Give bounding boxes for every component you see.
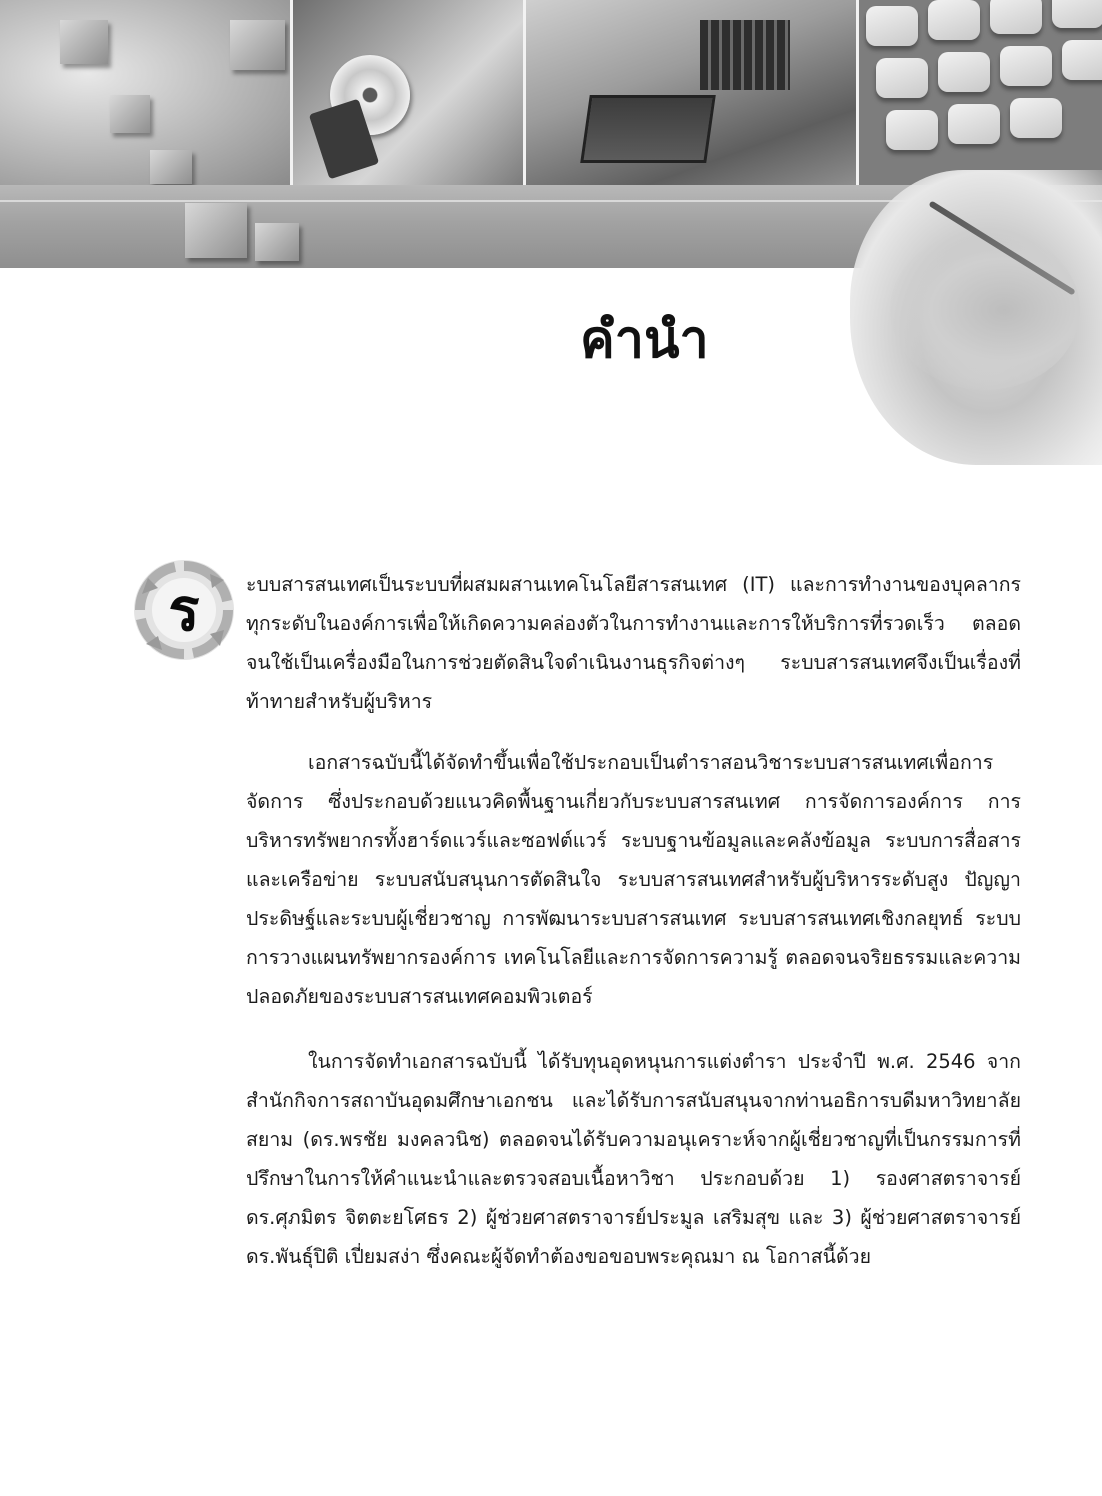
photo-divider (523, 0, 526, 185)
page-title: คำนำ (580, 310, 709, 370)
books-image (700, 20, 790, 90)
paragraph-intro: ะบบสารสนเทศเป็นระบบที่ผสมผสานเทคโนโลยีสารสนเทศ (IT) และการทำงานของบุคลากรทุกระดับในองค์การเพื่อให้เกิดความคล่องตัวในการทำงานและการให้บริการที่รวดเร็ว ตลอดจนใช้เป็นเครื่องมือในการช่วยตัดสินใจดำเนินงานธุรกิจต่างๆ ระบบสารสนเทศจึงเป็นเรื่องที่ท้าทายสำหรับผู้บริหาร (246, 573, 1021, 713)
hand-fingers-image (890, 230, 1080, 390)
dropcap-letter: ร (168, 576, 200, 644)
photo-cubes (0, 0, 292, 185)
photo-keyboard (858, 0, 1102, 185)
paragraph-acknowledgement: ในการจัดทำเอกสารฉบับนี้ ได้รับทุนอุดหนุนการแต่งตำรา ประจำปี พ.ศ. 2546 จากสำนักกิจการสถาบันอุดมศึกษาเอกชน และได้รับการสนับสนุนจากท่านอธิการบดีมหาวิทยาลัยสยาม (ดร.พรชัย มงคลวนิช) ตลอดจนได้รับความอนุเคราะห์จากผู้เชี่ยวชาญที่เป็นกรรมการที่ปรึกษาในการให้คำแนะนำและตรวจสอบเนื้อหาวิชา ประกอบด้วย 1) รองศาสตราจารย์ ดร.ศุภมิตร จิตตะยโศธร 2) ผู้ช่วยศาสตราจารย์ประมูล เสริมสุข และ 3) ผู้ช่วยศาสตราจารย์ ดร.พันธุ์ปิติ เปี่ยมสง่า ซึ่งคณะผู้จัดทำต้องขอขอบพระคุณมา ณ โอกาสนี้ด้วย (246, 1050, 1021, 1268)
dropcap-emblem (132, 558, 236, 662)
paragraph-contents: เอกสารฉบับนี้ได้จัดทำขึ้นเพื่อใช้ประกอบเป็นตำราสอนวิชาระบบสารสนเทศเพื่อการจัดการ ซึ่งประกอบด้วยแนวคิดพื้นฐานเกี่ยวกับระบบสารสนเทศ การจัดการองค์การ การบริหารทรัพยากรทั้งฮาร์ดแวร์และซอฟต์แวร์ ระบบฐานข้อมูลและคลังข้อมูล ระบบการสื่อสารและเครือข่าย ระบบสนับสนุนการตัดสินใจ ระบบสารสนเทศสำหรับผู้บริหารระดับสูง ปัญญาประดิษฐ์และระบบผู้เชี่ยวชาญ การพัฒนาระบบสารสนเทศ ระบบสารสนเทศเชิงกลยุทธ์ ระบบการวางแผนทรัพยากรองค์การ เทคโนโลยีและการจัดการความรู้ ตลอดจนจริยธรรมและความปลอดภัยของระบบสารสนเทศคอมพิวเตอร์ (246, 751, 1021, 1008)
photo-divider (856, 0, 859, 185)
photo-divider (290, 0, 293, 185)
laptop-image (580, 95, 716, 163)
